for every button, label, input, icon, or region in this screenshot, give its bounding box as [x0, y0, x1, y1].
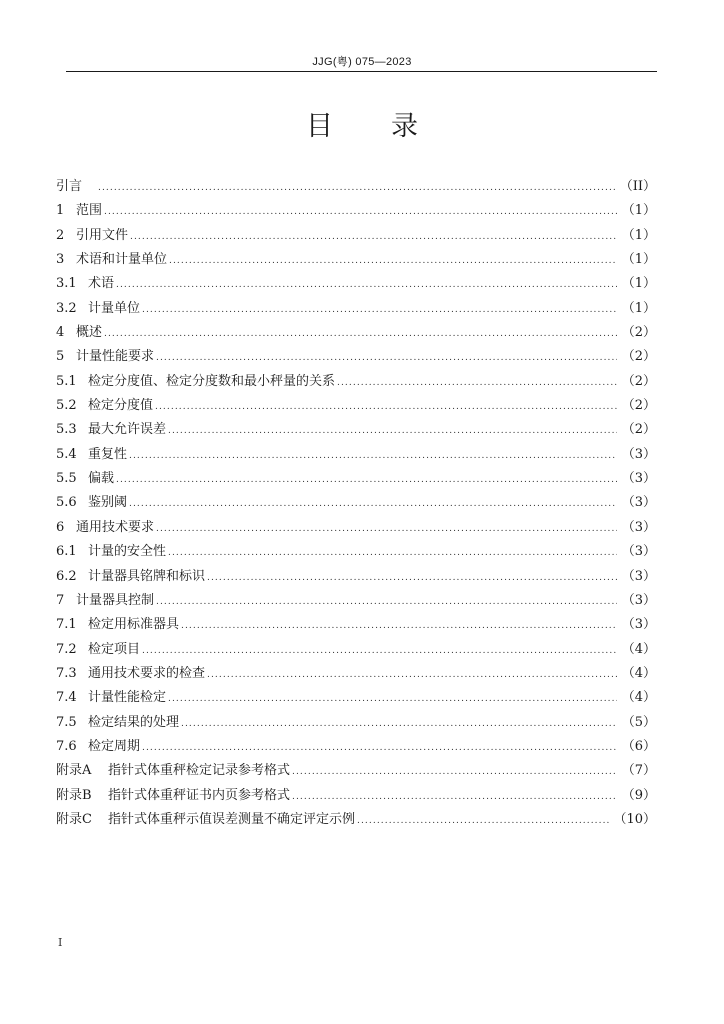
toc-entry[interactable] [56, 443, 656, 467]
toc-entry-page: （4） [621, 665, 656, 681]
toc-leader-dots [104, 207, 617, 217]
toc-entry-title: 检定分度值、检定分度数和最小秤量的关系 [88, 373, 336, 389]
toc-entry-title: 概述 [76, 325, 103, 341]
toc-entry-title: 检定项目 [88, 641, 141, 657]
toc-entry-title: 引用文件 [76, 227, 129, 243]
toc-entry-page: （3） [621, 568, 656, 584]
toc-entry-title: 术语 [88, 276, 115, 292]
toc-entry-title: 范围 [76, 203, 103, 219]
toc-leader-dots [116, 475, 617, 485]
toc-entry[interactable] [56, 589, 656, 613]
toc-entry-number: 7.3 [56, 665, 77, 681]
toc-leader-dots [130, 232, 617, 242]
page-number: I [58, 936, 63, 949]
toc-entry[interactable] [56, 321, 656, 345]
toc-entry-number: 5.6 [56, 495, 77, 511]
toc-entry[interactable] [56, 735, 656, 759]
toc-leader-dots [156, 597, 617, 607]
toc-entry-title: 检定分度值 [88, 398, 154, 414]
toc-leader-dots [181, 719, 617, 729]
toc-entry[interactable] [56, 808, 656, 832]
table-of-contents [56, 175, 656, 832]
document-code: JJG(粤) 075—2023 [312, 56, 412, 68]
toc-entry-number: 5.5 [56, 471, 77, 487]
toc-entry-page: （4） [621, 641, 656, 657]
toc-entry[interactable] [56, 345, 656, 369]
header-rule [66, 71, 657, 72]
toc-entry-title: 通用技术要求的检查 [88, 665, 206, 681]
toc-entry-page: （2） [621, 325, 656, 341]
toc-entry-number: 7.6 [56, 738, 77, 754]
toc-entry-number: 引言 [56, 179, 83, 194]
toc-leader-dots [169, 256, 617, 266]
toc-leader-dots [207, 670, 617, 680]
toc-entry-number: 7 [56, 592, 65, 608]
toc-entry[interactable] [56, 467, 656, 491]
toc-entry-title: 计量器具铭牌和标识 [88, 568, 206, 584]
toc-entry-title: 最大允许误差 [88, 422, 167, 438]
toc-entry[interactable] [56, 272, 656, 296]
toc-entry-title: 偏载 [88, 471, 115, 487]
toc-entry-number: 4 [56, 325, 65, 341]
toc-entry-title: 检定用标准器具 [88, 617, 180, 633]
toc-entry-title: 鉴别阈 [88, 495, 128, 511]
toc-leader-dots [168, 426, 617, 436]
toc-leader-dots [181, 621, 617, 631]
toc-leader-dots [156, 353, 617, 363]
toc-entry-title: 计量性能要求 [76, 349, 155, 365]
toc-entry[interactable] [56, 565, 656, 589]
toc-entry[interactable] [56, 297, 656, 321]
toc-entry-title: 计量的安全性 [88, 544, 167, 560]
toc-leader-dots [337, 378, 617, 388]
toc-entry-page: （2） [621, 349, 656, 365]
toc-entry-number: 7.4 [56, 690, 77, 706]
toc-entry-page: （3） [621, 519, 656, 535]
toc-entry-number: 6 [56, 519, 65, 535]
toc-entry-title: 指针式体重秤示值误差测量不确定评定示例 [108, 811, 356, 827]
toc-entry[interactable] [56, 491, 656, 515]
toc-entry-number: 附录C [56, 811, 92, 827]
toc-entry-number: 7.5 [56, 714, 77, 730]
toc-entry[interactable] [56, 784, 656, 808]
toc-entry-page: （1） [621, 227, 656, 243]
toc-entry-page: （6） [621, 738, 656, 754]
toc-entry-page: （1） [621, 300, 656, 316]
toc-entry-page: （3） [621, 544, 656, 560]
toc-entry-title: 术语和计量单位 [76, 252, 168, 268]
toc-entry-title: 计量单位 [88, 300, 141, 316]
toc-entry[interactable] [56, 613, 656, 637]
toc-leader-dots [142, 646, 617, 656]
toc-entry-page: （3） [621, 471, 656, 487]
toc-entry[interactable] [56, 224, 656, 248]
toc-entry[interactable] [56, 199, 656, 223]
toc-entry-page: （2） [621, 373, 656, 389]
toc-leader-dots [155, 402, 617, 412]
toc-entry-page: （3） [621, 617, 656, 633]
toc-entry[interactable] [56, 248, 656, 272]
toc-leader-dots [116, 280, 617, 290]
toc-entry-page: （1） [621, 276, 656, 292]
toc-entry-number: 3.2 [56, 300, 77, 316]
toc-entry-page: （5） [621, 714, 656, 730]
toc-leader-dots [168, 694, 617, 704]
toc-entry-number: 3 [56, 252, 65, 268]
toc-leader-dots [104, 329, 617, 339]
toc-entry-number: 7.2 [56, 641, 77, 657]
toc-leader-dots [142, 743, 617, 753]
toc-entry[interactable] [56, 418, 656, 442]
toc-entry-number: 2 [56, 227, 65, 243]
toc-leader-dots [292, 767, 617, 777]
toc-entry-number: 3.1 [56, 276, 77, 292]
toc-entry-number: 5.1 [56, 373, 77, 389]
toc-entry-title: 通用技术要求 [76, 519, 155, 535]
toc-entry-number: 5.4 [56, 446, 77, 462]
toc-entry-number: 5.3 [56, 422, 77, 438]
toc-entry[interactable] [56, 516, 656, 540]
toc-entry[interactable] [56, 686, 656, 710]
toc-entry-number: 5.2 [56, 398, 77, 414]
toc-entry-title: 重复性 [88, 446, 128, 462]
toc-entry-number: 7.1 [56, 617, 77, 633]
toc-entry-number: 6.2 [56, 568, 77, 584]
toc-entry-page: （3） [621, 592, 656, 608]
toc-entry-page: （1） [621, 203, 656, 219]
toc-entry-title: 检定周期 [88, 738, 141, 754]
toc-entry-number: 5 [56, 349, 65, 365]
toc-entry[interactable] [56, 175, 656, 199]
toc-entry-page: （4） [621, 690, 656, 706]
toc-entry-title: 检定结果的处理 [88, 714, 180, 730]
toc-entry[interactable] [56, 394, 656, 418]
toc-leader-dots [292, 792, 617, 802]
toc-entry-page: （II） [619, 179, 656, 194]
toc-leader-dots [129, 451, 617, 461]
toc-entry[interactable] [56, 711, 656, 735]
toc-leader-dots [98, 183, 617, 193]
toc-entry-page: （3） [621, 446, 656, 462]
toc-entry[interactable] [56, 370, 656, 394]
toc-entry-page: （2） [621, 398, 656, 414]
toc-entry-number: 1 [56, 203, 65, 219]
toc-entry-number: 附录A [56, 763, 92, 779]
toc-entry[interactable] [56, 540, 656, 564]
toc-entry[interactable] [56, 638, 656, 662]
toc-entry-number: 6.1 [56, 544, 77, 560]
toc-entry-title: 指针式体重秤证书内页参考格式 [108, 787, 291, 803]
toc-leader-dots [357, 816, 610, 826]
toc-entry-page: （1） [621, 252, 656, 268]
page-title: 目录 [306, 111, 476, 142]
toc-entry[interactable] [56, 662, 656, 686]
toc-entry-page: （10） [613, 811, 656, 827]
toc-entry-page: （7） [621, 763, 656, 779]
toc-entry-page: （3） [621, 495, 656, 511]
toc-leader-dots [168, 548, 617, 558]
toc-leader-dots [142, 305, 617, 315]
toc-entry-title: 计量器具控制 [76, 592, 155, 608]
toc-leader-dots [156, 524, 617, 534]
toc-entry-title: 计量性能检定 [88, 690, 167, 706]
toc-entry-title: 指针式体重秤检定记录参考格式 [108, 763, 291, 779]
toc-leader-dots [129, 499, 617, 509]
toc-entry-page: （9） [621, 787, 656, 803]
toc-entry-number: 附录B [56, 787, 92, 803]
toc-entry-page: （2） [621, 422, 656, 438]
toc-leader-dots [207, 573, 617, 583]
toc-entry[interactable] [56, 759, 656, 783]
